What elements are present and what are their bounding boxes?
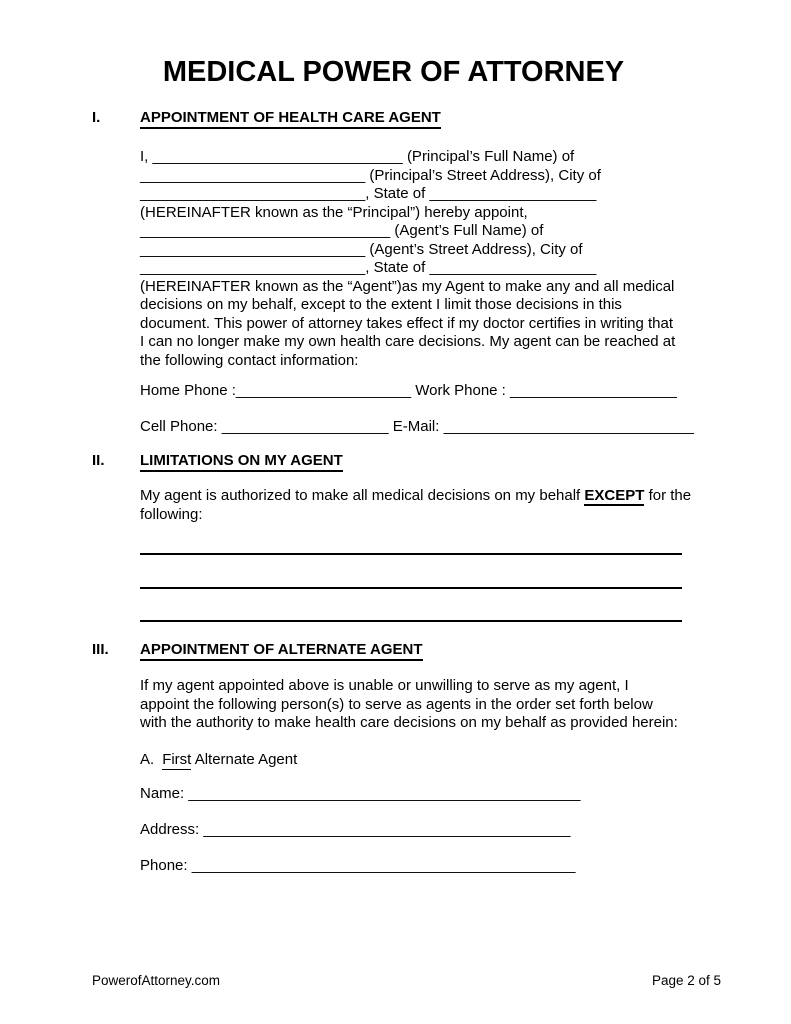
limitations-text-before: My agent is authorized to make all medical decisions on my behalf	[140, 487, 585, 504]
section-three-numeral: III.	[92, 641, 109, 658]
section-two-heading: LIMITATIONS ON MY AGENT	[140, 453, 343, 472]
limitations-blank-line-3	[140, 589, 682, 622]
page-footer	[92, 973, 721, 989]
cell-email-line: Cell Phone: ____________________ E-Mail: ______________________________	[140, 417, 694, 435]
agent-clause-line-1: (HEREINAFTER known as the “Agent”)as my Agent to make any and all medical	[140, 277, 675, 295]
section-one-body	[140, 148, 695, 436]
principal-city-state-line: ___________________________, State of ____________________	[140, 185, 597, 202]
limitations-text-after: for the following:	[140, 487, 692, 523]
first-alternate-agent-label	[140, 751, 695, 770]
footer-page-number: Page 2 of 5	[651, 973, 721, 988]
alternate-paragraph-line-3: with the authority to make health care decisions on my behalf as provided herein:	[140, 714, 678, 731]
section-three-body	[140, 677, 695, 876]
document-title: MEDICAL POWER OF ATTORNEY	[162, 56, 625, 88]
except-emphasis: EXCEPT	[584, 487, 645, 504]
section-alternate-agent-heading-row	[92, 642, 695, 661]
alternate-agent-paragraph	[140, 677, 700, 733]
section-one-heading: APPOINTMENT OF HEALTH CARE AGENT	[140, 110, 441, 129]
alternate-paragraph-line-2: appoint the following person(s) to serve as agents in the order set forth below	[140, 695, 653, 713]
principal-clause-line: (HEREINAFTER known as the “Principal”) hereby appoint,	[140, 203, 528, 221]
home-work-phone-line: Home Phone :_____________________ Work Phone : ____________________	[140, 382, 677, 399]
agent-clause-line-4: I can no longer make my own health care decisions. My agent can be reached at	[140, 333, 676, 350]
footer-site-name: PowerofAttorney.com	[92, 973, 221, 988]
alternate-phone-field-line: Phone: ______________________________________________	[140, 857, 576, 874]
agent-address-line: ___________________________ (Agent’s Street Address), City of	[140, 240, 583, 258]
section-limitations-heading-row	[92, 453, 695, 472]
agent-clause-line-2: decisions on my behalf, except to the extent I limit those decisions in this	[140, 296, 622, 313]
section-two-body	[140, 487, 695, 622]
section-two-numeral: II.	[92, 452, 105, 469]
agent-city-state-line: ___________________________, State of ____________________	[140, 259, 597, 276]
section-three-heading: APPOINTMENT OF ALTERNATE AGENT	[140, 642, 423, 661]
alternate-item-letter: A.	[140, 750, 155, 768]
principal-name-line: I, ______________________________ (Principal’s Full Name) of	[140, 148, 575, 165]
alternate-name-field-line: Name: _______________________________________________	[140, 785, 581, 802]
alternate-address-field-line: Address: ____________________________________________	[140, 821, 571, 838]
first-emphasis: First	[162, 750, 192, 768]
alternate-label-rest: Alternate Agent	[191, 750, 298, 768]
principal-address-line: ___________________________ (Principal’s Street Address), City of	[140, 166, 601, 184]
section-health-care-agent-heading-row	[92, 110, 695, 129]
alternate-paragraph-line-1: If my agent appointed above is unable or unwilling to serve as my agent, I	[140, 677, 629, 694]
agent-clause-line-5: the following contact information:	[140, 351, 359, 369]
limitations-paragraph	[140, 487, 695, 524]
limitations-blank-line-1	[140, 524, 682, 555]
agent-clause-line-3: document. This power of attorney takes effect if my doctor certifies in writing that	[140, 314, 674, 332]
section-one-numeral: I.	[92, 109, 101, 126]
limitations-blank-line-2	[140, 555, 682, 589]
document-content	[92, 0, 695, 876]
agent-name-line: ______________________________ (Agent’s Full Name) of	[140, 222, 544, 239]
